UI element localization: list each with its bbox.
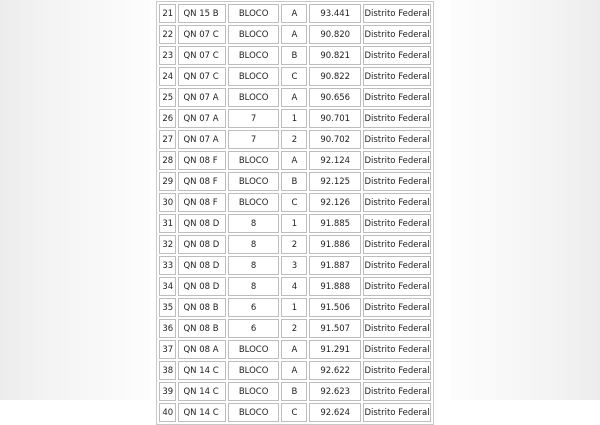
- row-number-cell: 24: [159, 67, 176, 86]
- region-cell: Distrito Federal: [363, 88, 431, 107]
- row-number-cell: 39: [159, 382, 176, 401]
- table-row: [159, 256, 431, 275]
- quadra-cell: QN 07 A: [178, 109, 225, 128]
- region-cell: Distrito Federal: [363, 46, 431, 65]
- table-row: [159, 403, 431, 422]
- unit-cell: 4: [281, 277, 307, 296]
- code-cell: 91.886: [309, 235, 361, 254]
- region-cell: Distrito Federal: [363, 361, 431, 380]
- region-cell: Distrito Federal: [363, 403, 431, 422]
- bloco-cell: 8: [228, 256, 280, 275]
- row-number-cell: 33: [159, 256, 176, 275]
- quadra-cell: QN 07 A: [178, 88, 225, 107]
- quadra-cell: QN 07 A: [178, 130, 225, 149]
- quadra-cell: QN 08 F: [178, 172, 225, 191]
- bloco-cell: BLOCO: [228, 88, 280, 107]
- row-number-cell: 38: [159, 361, 176, 380]
- bloco-cell: BLOCO: [228, 403, 280, 422]
- table-row: [159, 4, 431, 23]
- code-cell: 91.291: [309, 340, 361, 359]
- code-cell: 92.623: [309, 382, 361, 401]
- bloco-cell: 7: [228, 109, 280, 128]
- unit-cell: A: [281, 88, 307, 107]
- bloco-cell: BLOCO: [228, 382, 280, 401]
- row-number-cell: 40: [159, 403, 176, 422]
- row-number-cell: 21: [159, 4, 176, 23]
- code-cell: 91.507: [309, 319, 361, 338]
- region-cell: Distrito Federal: [363, 130, 431, 149]
- row-number-cell: 28: [159, 151, 176, 170]
- quadra-cell: QN 08 D: [178, 277, 225, 296]
- table-row: [159, 109, 431, 128]
- unit-cell: 3: [281, 256, 307, 275]
- row-number-cell: 34: [159, 277, 176, 296]
- quadra-cell: QN 08 F: [178, 151, 225, 170]
- table-body: [159, 4, 431, 422]
- table-row: [159, 298, 431, 317]
- region-cell: Distrito Federal: [363, 298, 431, 317]
- unit-cell: 1: [281, 298, 307, 317]
- unit-cell: 2: [281, 319, 307, 338]
- region-cell: Distrito Federal: [363, 256, 431, 275]
- unit-cell: A: [281, 151, 307, 170]
- row-number-cell: 31: [159, 214, 176, 233]
- quadra-cell: QN 07 C: [178, 46, 225, 65]
- region-cell: Distrito Federal: [363, 193, 431, 212]
- unit-cell: C: [281, 403, 307, 422]
- code-cell: 90.701: [309, 109, 361, 128]
- code-cell: 91.887: [309, 256, 361, 275]
- row-number-cell: 37: [159, 340, 176, 359]
- unit-cell: 2: [281, 235, 307, 254]
- bloco-cell: BLOCO: [228, 25, 280, 44]
- left-background: [0, 0, 150, 400]
- code-cell: 90.822: [309, 67, 361, 86]
- bloco-cell: 8: [228, 277, 280, 296]
- code-cell: 91.888: [309, 277, 361, 296]
- table-row: [159, 277, 431, 296]
- quadra-cell: QN 08 A: [178, 340, 225, 359]
- region-cell: Distrito Federal: [363, 25, 431, 44]
- table-row: [159, 214, 431, 233]
- unit-cell: B: [281, 382, 307, 401]
- table-row: [159, 67, 431, 86]
- row-number-cell: 26: [159, 109, 176, 128]
- region-cell: Distrito Federal: [363, 4, 431, 23]
- unit-cell: A: [281, 4, 307, 23]
- bloco-cell: 6: [228, 298, 280, 317]
- unit-cell: C: [281, 67, 307, 86]
- code-cell: 90.820: [309, 25, 361, 44]
- quadra-cell: QN 08 D: [178, 235, 225, 254]
- table-row: [159, 340, 431, 359]
- region-cell: Distrito Federal: [363, 151, 431, 170]
- quadra-cell: QN 08 D: [178, 214, 225, 233]
- table-row: [159, 151, 431, 170]
- bloco-cell: BLOCO: [228, 340, 280, 359]
- bloco-cell: BLOCO: [228, 361, 280, 380]
- region-cell: Distrito Federal: [363, 172, 431, 191]
- document-page: [156, 0, 434, 418]
- table-row: [159, 235, 431, 254]
- quadra-cell: QN 15 B: [178, 4, 225, 23]
- unit-cell: A: [281, 340, 307, 359]
- region-cell: Distrito Federal: [363, 235, 431, 254]
- bloco-cell: BLOCO: [228, 151, 280, 170]
- bloco-cell: 6: [228, 319, 280, 338]
- table-row: [159, 88, 431, 107]
- quadra-cell: QN 07 C: [178, 67, 225, 86]
- bloco-cell: 8: [228, 214, 280, 233]
- region-cell: Distrito Federal: [363, 382, 431, 401]
- row-number-cell: 23: [159, 46, 176, 65]
- row-number-cell: 22: [159, 25, 176, 44]
- region-cell: Distrito Federal: [363, 109, 431, 128]
- code-cell: 90.656: [309, 88, 361, 107]
- code-cell: 90.821: [309, 46, 361, 65]
- code-cell: 92.126: [309, 193, 361, 212]
- code-cell: 92.124: [309, 151, 361, 170]
- bloco-cell: BLOCO: [228, 67, 280, 86]
- code-cell: 92.624: [309, 403, 361, 422]
- unit-cell: B: [281, 172, 307, 191]
- unit-cell: C: [281, 193, 307, 212]
- bloco-cell: BLOCO: [228, 4, 280, 23]
- quadra-cell: QN 08 B: [178, 319, 225, 338]
- unit-cell: B: [281, 46, 307, 65]
- row-number-cell: 30: [159, 193, 176, 212]
- table-row: [159, 25, 431, 44]
- row-number-cell: 32: [159, 235, 176, 254]
- quadra-cell: QN 08 D: [178, 256, 225, 275]
- quadra-cell: QN 07 C: [178, 25, 225, 44]
- quadra-cell: QN 14 C: [178, 403, 225, 422]
- table-row: [159, 172, 431, 191]
- address-table: [156, 1, 434, 425]
- bloco-cell: BLOCO: [228, 172, 280, 191]
- unit-cell: A: [281, 25, 307, 44]
- code-cell: 92.125: [309, 172, 361, 191]
- table-row: [159, 382, 431, 401]
- table-row: [159, 130, 431, 149]
- region-cell: Distrito Federal: [363, 340, 431, 359]
- table-row: [159, 193, 431, 212]
- quadra-cell: QN 14 C: [178, 361, 225, 380]
- unit-cell: 1: [281, 109, 307, 128]
- unit-cell: 1: [281, 214, 307, 233]
- quadra-cell: QN 08 F: [178, 193, 225, 212]
- quadra-cell: QN 14 C: [178, 382, 225, 401]
- row-number-cell: 35: [159, 298, 176, 317]
- bloco-cell: BLOCO: [228, 46, 280, 65]
- code-cell: 90.702: [309, 130, 361, 149]
- row-number-cell: 25: [159, 88, 176, 107]
- bloco-cell: 8: [228, 235, 280, 254]
- right-background: [450, 0, 600, 400]
- code-cell: 92.622: [309, 361, 361, 380]
- quadra-cell: QN 08 B: [178, 298, 225, 317]
- table-row: [159, 361, 431, 380]
- region-cell: Distrito Federal: [363, 67, 431, 86]
- row-number-cell: 36: [159, 319, 176, 338]
- region-cell: Distrito Federal: [363, 277, 431, 296]
- region-cell: Distrito Federal: [363, 214, 431, 233]
- bloco-cell: BLOCO: [228, 193, 280, 212]
- bloco-cell: 7: [228, 130, 280, 149]
- table-row: [159, 46, 431, 65]
- row-number-cell: 27: [159, 130, 176, 149]
- unit-cell: 2: [281, 130, 307, 149]
- table-row: [159, 319, 431, 338]
- unit-cell: A: [281, 361, 307, 380]
- region-cell: Distrito Federal: [363, 319, 431, 338]
- row-number-cell: 29: [159, 172, 176, 191]
- code-cell: 93.441: [309, 4, 361, 23]
- code-cell: 91.885: [309, 214, 361, 233]
- code-cell: 91.506: [309, 298, 361, 317]
